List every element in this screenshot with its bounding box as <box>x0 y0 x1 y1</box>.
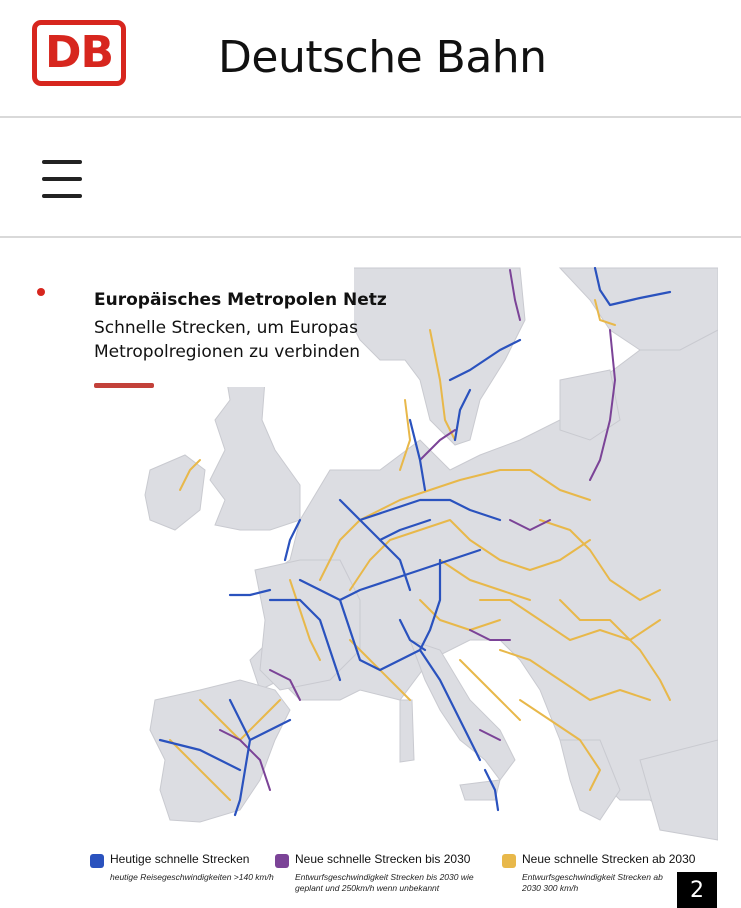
navigation-bar <box>0 120 741 238</box>
legend-swatch-purple <box>275 854 289 868</box>
map-subtitle: Schnelle Strecken, um Europas Metropolregionen zu verbinden <box>94 318 361 362</box>
legend-note: Entwurfsgeschwindigkeit Strecken ab 2030 300 km/h <box>522 872 663 893</box>
map-title: Europäisches Metropolen Netz <box>94 290 387 310</box>
title-accent-bar <box>94 383 154 388</box>
legend-label: Neue schnelle Strecken bis 2030 <box>295 852 471 866</box>
legend-label: Heutige schnelle Strecken <box>110 852 250 866</box>
db-logo-text: DB <box>44 27 114 78</box>
legend-note: Entwurfsgeschwindigkeit Strecken bis 2030 wie geplant und 250km/h wenn unbekannt <box>295 872 474 893</box>
legend-label: Neue schnelle Strecken ab 2030 <box>522 852 696 866</box>
app-title: Deutsche Bahn <box>218 32 547 83</box>
bullet-dot <box>37 288 45 296</box>
legend-swatch-yellow <box>502 854 516 868</box>
legend-swatch-blue <box>90 854 104 868</box>
page-number-badge: 2 <box>677 872 717 908</box>
hamburger-menu-icon[interactable] <box>42 160 82 198</box>
legend-note: heutige Reisegeschwindigkeiten >140 km/h <box>110 872 274 882</box>
db-logo[interactable] <box>32 20 126 86</box>
app-header <box>0 0 741 118</box>
